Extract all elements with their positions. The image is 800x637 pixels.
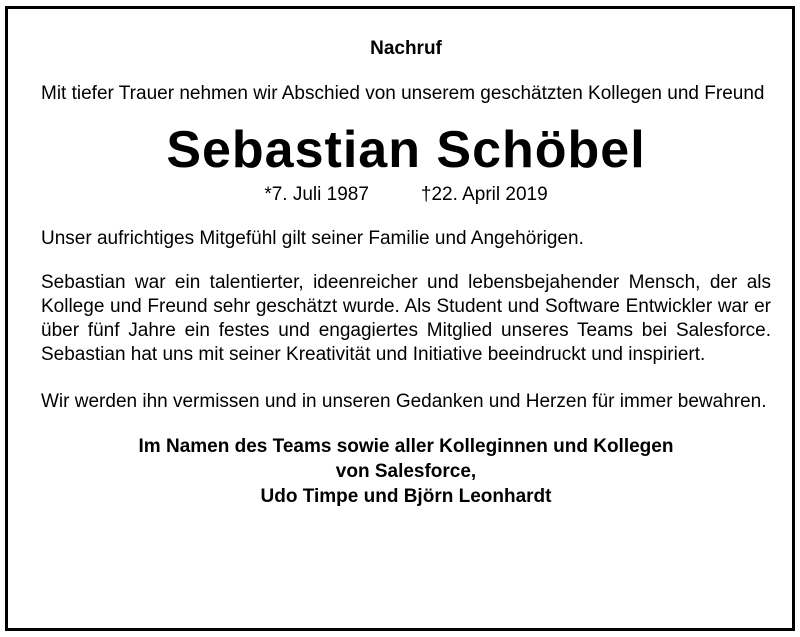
signature-line-3: Udo Timpe und Björn Leonhardt (260, 486, 552, 507)
signature-line-2: von Salesforce, (335, 461, 477, 482)
signature-line-1: Im Namen des Teams sowie aller Kolleginnen und Kollegen (138, 436, 674, 457)
life-dates (41, 182, 771, 208)
death-date: †22. April 2019 (420, 184, 548, 205)
obituary-content (41, 37, 771, 509)
closing-text: Wir werden ihn vermissen und in unseren Gedanken und Herzen für immer bewahren. (41, 391, 767, 412)
signature-block (41, 434, 771, 509)
obituary-heading: Nachruf (370, 38, 442, 59)
sympathy-text: Unser aufrichtiges Mitgefühl gilt seiner Familie und Angehörigen. (41, 228, 584, 249)
obituary-frame (5, 6, 795, 631)
birth-date: *7. Juli 1987 (264, 184, 369, 205)
deceased-name: Sebastian Schöbel (166, 121, 646, 179)
intro-text: Mit tiefer Trauer nehmen wir Abschied von unserem geschätzten Kollegen und Freund (41, 83, 765, 104)
biography-text: Sebastian war ein talentierter, ideenreicher und lebensbejahender Mensch, der als Kollege und Freund sehr geschätzt wurde. Als Student und Software Entwickler war er über fünf Jahre ein festes und engagiertes Mitglied unseres Teams bei Salesforce. Sebastian hat uns mit seiner Kreativität und Initiative beeindruckt und inspiriert. (41, 272, 771, 365)
